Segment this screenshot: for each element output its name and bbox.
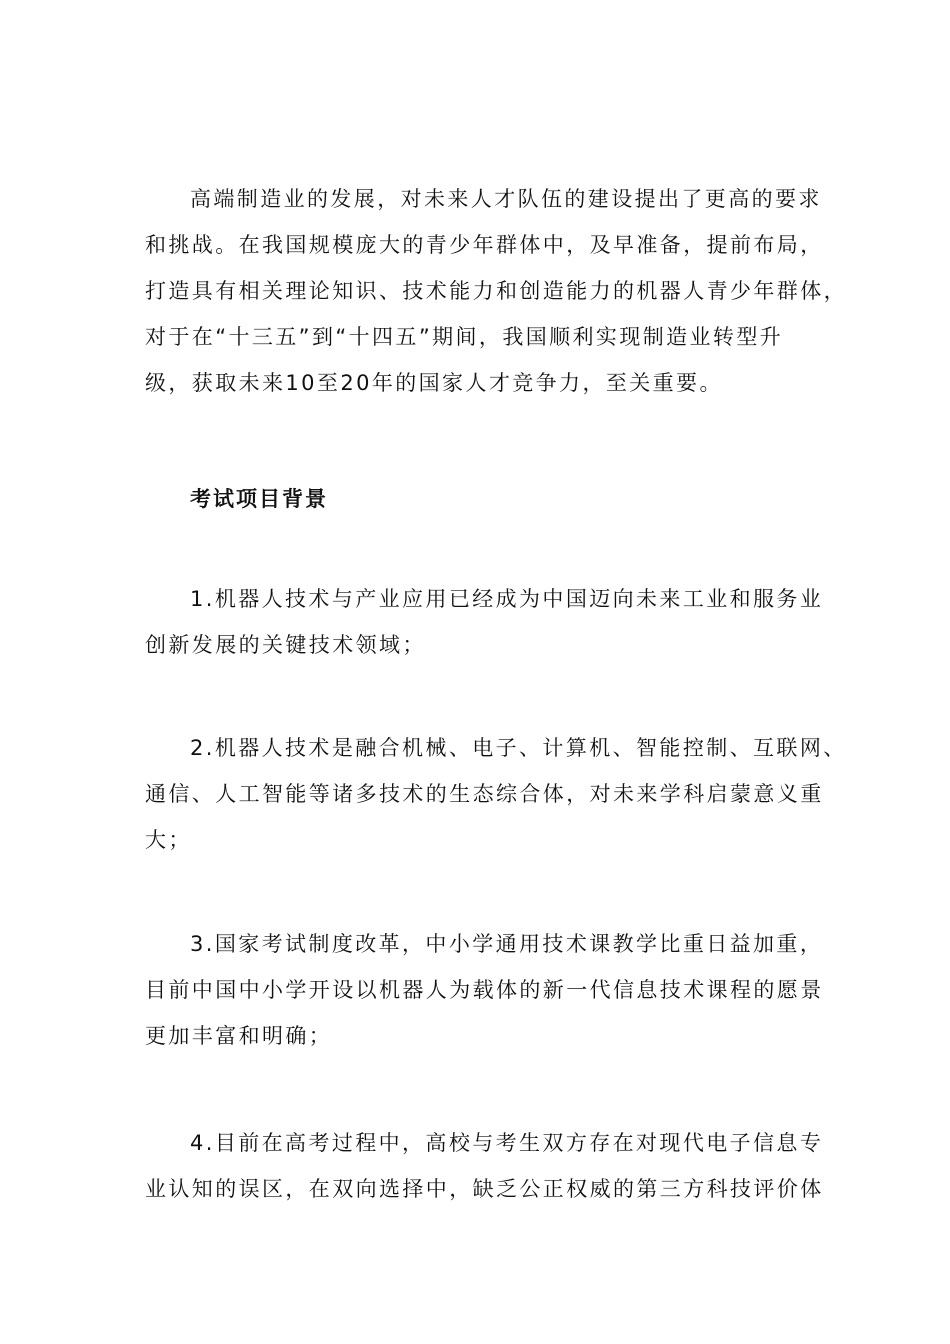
section-heading-block <box>145 484 825 514</box>
section-heading: 考试项目背景 <box>190 487 328 511</box>
list-item-line: 业认知的误区，在双向选择中，缺乏公正权威的第三方科技评价体 <box>145 1177 824 1201</box>
list-item <box>145 725 847 863</box>
paragraph-line: 级，获取未来10至20年的国家人才竞争力，至关重要。 <box>145 371 723 395</box>
list-item-line: 大； <box>145 828 192 852</box>
list-item-line: 4.目前在高考过程中，高校与考生双方存在对现代电子信息专 <box>190 1131 824 1155</box>
paragraph-line: 高端制造业的发展，对未来人才队伍的建设提出了更高的要求 <box>190 187 822 211</box>
list-item-line: 目前中国中小学开设以机器人为载体的新一代信息技术课程的愿景 <box>145 978 824 1002</box>
list-item-line: 通信、人工智能等诸多技术的生态综合体，对未来学科启蒙意义重 <box>145 782 824 806</box>
list-item-line: 3.国家考试制度改革，中小学通用技术课教学比重日益加重， <box>190 932 824 956</box>
list-item <box>145 921 825 1059</box>
paragraph-line: 对于在“十三五”到“十四五”期间，我国顺利实现制造业转型升 <box>145 325 784 349</box>
list-item <box>145 576 825 668</box>
paragraph-line: 打造具有相关理论知识、技术能力和创造能力的机器人青少年群体， <box>145 279 847 303</box>
paragraph-line: 和挑战。在我国规模庞大的青少年群体中，及早准备，提前布局， <box>145 233 824 257</box>
list-item <box>145 1120 825 1212</box>
list-item-line: 创新发展的关键技术领域； <box>145 633 426 657</box>
list-item-line: 2.机器人技术是融合机械、电子、计算机、智能控制、互联网、 <box>190 736 847 760</box>
list-item-line: 1.机器人技术与产业应用已经成为中国迈向未来工业和服务业 <box>190 587 824 611</box>
list-item-line: 更加丰富和明确； <box>145 1024 333 1048</box>
intro-paragraph <box>145 176 847 406</box>
